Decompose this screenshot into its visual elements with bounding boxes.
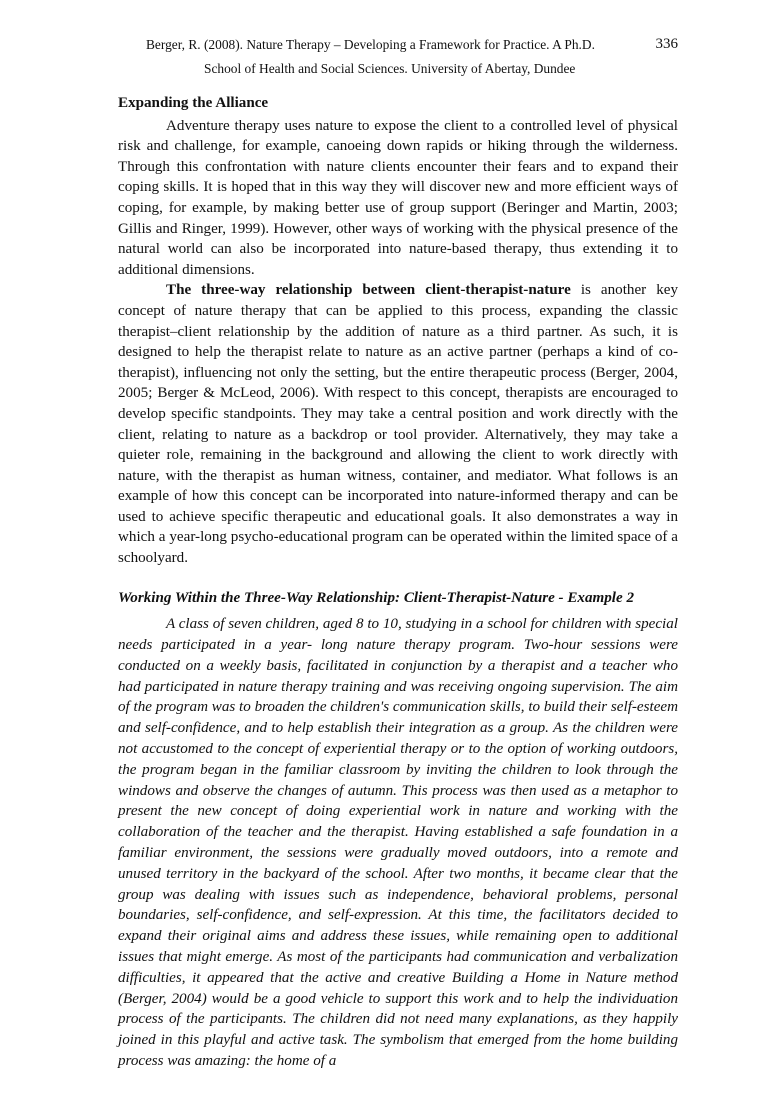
paragraph: Adventure therapy uses nature to expose the client to a controlled level of physical risk and challenge, for example, canoeing down rapids or hiking through the wilderness. Through this confrontation with nature clients encounter their fears and to expand their coping skills. It is hoped that in this way they will discover new and more efficient ways of coping, for example, by making better use of group support (Beringer and Martin, 2003; Gillis and Ringer, 1999). However, other ways of working with the physical presence of the natural world can also be incorporated into nature-based therapy, thus extending it to additional dimensions. <box>118 117 678 278</box>
page-number: 336 <box>655 36 678 52</box>
document-page <box>118 28 678 1072</box>
example-heading: Working Within the Three-Way Relationship: Client-Therapist-Nature - Example 2 <box>118 589 635 606</box>
header-citation: Berger, R. (2008). Nature Therapy – Developing a Framework for Practice. A Ph.D. <box>146 37 595 52</box>
body-text <box>118 93 678 1072</box>
paragraph-text: is another key concept of nature therapy that can be applied to this process, expanding the classic therapist–client relationship by the addition of nature as a third partner. As such, it is designed to help the therapist relate to nature as an active partner (perhaps a kind of co-therapist), influencing not only the setting, but the entire therapeutic process (Berger, 2004, 2005; Berger & McLeod, 2006). With respect to this concept, therapists are encouraged to develop specific standpoints. They may take a central position and work directly with the client, relating to nature as a backdrop or tool provider. Alternatively, they may take a quieter role, remaining in the background and allowing the client to work directly with nature, with the therapist as human witness, container, and mediator. What follows is an example of how this concept can be incorporated into nature-informed therapy and can be used to achieve specific therapeutic and educational goals. It also demonstrates a way in which a year-long psycho-educational program can be operated within the limited space of a schoolyard. <box>118 282 678 567</box>
bold-concept: The three-way relationship between client-therapist-nature <box>166 282 571 299</box>
section-heading: Expanding the Alliance <box>118 95 269 111</box>
paragraph <box>118 280 678 568</box>
running-header <box>118 28 678 82</box>
example-paragraph: A class of seven children, aged 8 to 10, studying in a school for children with special needs participated in a year- long nature therapy program. Two-hour sessions were conducted on a weekly basis, facilitated in conjunction by a therapist and a teacher who had participated in nature therapy training and was receiving ongoing supervision. The aim of the program was to broaden the children's communication skills, to build their self-esteem and self-confidence, and to help establish their integration as a group. As the children were not accustomed to the concept of experiential therapy or to the option of working outdoors, the program began in the familiar classroom by inviting the children to look through the windows and observe the changes of autumn. This process was then used as a metaphor to present the new concept of doing experiential work in nature and working with the collaboration of the teacher and the therapist. Having established a safe foundation in a familiar environment, the sessions were gradually moved outdoors, into a remote and unused territory in the backyard of the school. After two months, it became clear that the group was dealing with issues such as independence, behavioral problems, personal boundaries, self-confidence, and self-expression. At this time, the facilitators decided to expand their original aims and address these issues, while remaining open to additional issues that might emerge. As most of the participants had communication and verbalization difficulties, it appeared that the active and creative Building a Home in Nature method (Berger, 2004) would be a good vehicle to support this work and to help the individuation process of the participants. The children did not need many explanations, as they happily joined in this playful and active task. The symbolism that emerged from the home building process was amazing: the home of a <box>118 616 678 1069</box>
header-institution: School of Health and Social Sciences. University of Abertay, Dundee <box>204 61 576 76</box>
